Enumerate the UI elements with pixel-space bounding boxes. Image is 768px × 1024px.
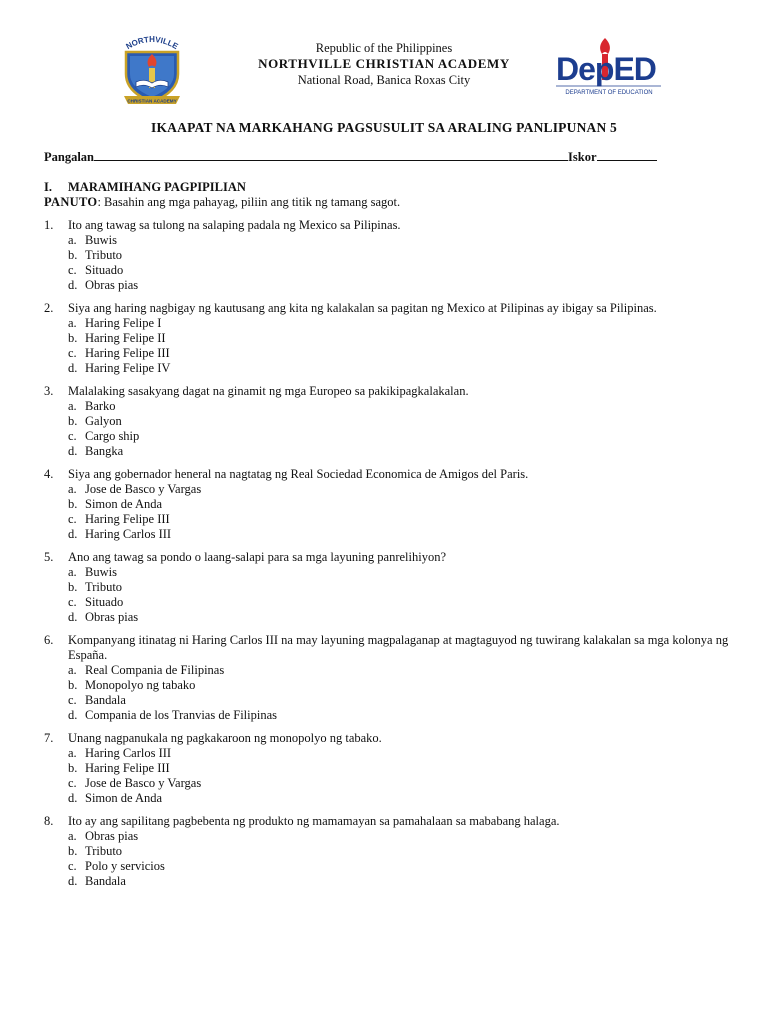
choice-item <box>68 874 734 889</box>
choice-text: Haring Felipe I <box>85 316 162 330</box>
name-score-line <box>44 150 657 165</box>
choice-item <box>68 859 734 874</box>
school-crest-logo <box>112 30 192 110</box>
choice-letter: c. <box>68 859 77 873</box>
choice-item <box>68 527 734 542</box>
exam-title: IKAAPAT NA MARKAHANG PAGSUSULIT SA ARALING PANLIPUNAN 5 <box>151 120 617 135</box>
choice-text: Obras pias <box>85 610 139 624</box>
choice-item <box>68 512 734 527</box>
choice-letter: b. <box>68 678 78 692</box>
choice-letter: a. <box>68 316 77 330</box>
choice-text: Haring Felipe III <box>85 761 170 775</box>
choice-item <box>68 331 734 346</box>
choice-letter: a. <box>68 829 77 843</box>
choice-text: Haring Felipe III <box>85 512 170 526</box>
choice-item <box>68 414 734 429</box>
question-text: Ito ay ang sapilitang pagbebenta ng produkto ng mamamayan sa pamahalaan sa mababang halaga. <box>68 814 560 828</box>
choice-letter: d. <box>68 444 78 458</box>
question-item <box>44 301 734 376</box>
choice-letter: a. <box>68 482 77 496</box>
directions-text: : Basahin ang mga pahayag, piliin ang titik ng tamang sagot. <box>97 195 401 209</box>
question-text: Siya ang gobernador heneral na nagtatag ng Real Sociedad Economica de Amigos del Paris. <box>68 467 529 481</box>
choice-letter: c. <box>68 693 77 707</box>
choice-item <box>68 663 734 678</box>
choice-letter: b. <box>68 761 78 775</box>
choice-text: Buwis <box>85 233 117 247</box>
choice-letter: c. <box>68 595 77 609</box>
school-name: NORTHVILLE CHRISTIAN ACADEMY <box>258 56 510 71</box>
question-number: 3. <box>44 384 54 398</box>
question-text: Unang nagpanukala ng pagkakaroon ng monopolyo ng tabako. <box>68 731 382 745</box>
choice-text: Galyon <box>85 414 122 428</box>
choice-item <box>68 791 734 806</box>
choice-letter: c. <box>68 512 77 526</box>
question-item <box>44 731 734 806</box>
choice-item <box>68 248 734 263</box>
school-crest-icon <box>112 30 192 110</box>
choice-text: Haring Carlos III <box>85 527 172 541</box>
svg-text:NORTHVILLE <box>124 35 180 51</box>
choice-letter: d. <box>68 361 78 375</box>
choice-letter: d. <box>68 791 78 805</box>
choice-text: Polo y servicios <box>85 859 165 873</box>
choice-letter: b. <box>68 331 78 345</box>
choice-text: Jose de Basco y Vargas <box>85 482 202 496</box>
deped-logo-text: DepED <box>556 51 656 87</box>
choice-letter: b. <box>68 497 78 511</box>
choice-item <box>68 776 734 791</box>
choice-letter: a. <box>68 565 77 579</box>
choice-text: Obras pias <box>85 829 139 843</box>
deped-torch-icon <box>553 36 665 98</box>
choice-letter: d. <box>68 610 78 624</box>
choice-text: Tributo <box>85 248 123 262</box>
choice-text: Monopolyo ng tabako <box>85 678 196 692</box>
school-address: National Road, Banica Roxas City <box>297 73 471 87</box>
choice-text: Tributo <box>85 580 123 594</box>
choice-text: Tributo <box>85 844 123 858</box>
choice-item <box>68 829 734 844</box>
choice-text: Barko <box>85 399 116 413</box>
question-item <box>44 384 734 459</box>
choice-letter: c. <box>68 263 77 277</box>
question-text: Kompanyang itinatag ni Haring Carlos III na may layuning magpalaganap at magtaguyod ng tuwirang kalakalan sa mga kolonya ng España. <box>68 633 729 662</box>
choice-item <box>68 844 734 859</box>
question-number: 8. <box>44 814 54 828</box>
name-label: Pangalan <box>44 150 95 164</box>
choice-item <box>68 316 734 331</box>
question-item <box>44 550 734 625</box>
choice-letter: b. <box>68 248 78 262</box>
question-text: Ano ang tawag sa pondo o laang-salapi para sa mga layuning panrelihiyon? <box>68 550 447 564</box>
question-item <box>44 218 734 293</box>
score-field[interactable] <box>597 150 657 161</box>
deped-logo-subtext: DEPARTMENT OF EDUCATION <box>565 90 653 96</box>
choice-item <box>68 565 734 580</box>
choice-letter: b. <box>68 844 78 858</box>
directions <box>44 195 400 210</box>
choice-text: Haring Felipe IV <box>85 361 171 375</box>
choice-item <box>68 233 734 248</box>
republic-text: Republic of the Philippines <box>315 41 453 55</box>
choice-letter: a. <box>68 746 77 760</box>
choice-letter: d. <box>68 708 78 722</box>
question-number: 6. <box>44 633 54 647</box>
choice-item <box>68 346 734 361</box>
choice-item <box>68 746 734 761</box>
choice-text: Real Compania de Filipinas <box>85 663 225 677</box>
choice-letter: b. <box>68 580 78 594</box>
choice-text: Buwis <box>85 565 117 579</box>
question-item <box>44 633 734 723</box>
choice-item <box>68 761 734 776</box>
section-title: MARAMIHANG PAGPIPILIAN <box>68 180 246 194</box>
school-logo-bottom-text: CHRISTIAN ACADEMY <box>127 98 177 104</box>
question-number: 4. <box>44 467 54 481</box>
choice-item <box>68 693 734 708</box>
choice-text: Compania de los Tranvias de Filipinas <box>85 708 278 722</box>
choice-letter: c. <box>68 346 77 360</box>
choice-list <box>44 829 734 889</box>
question-text: Siya ang haring nagbigay ng kautusang ang kita ng kalakalan sa pagitan ng Mexico at Pilipinas ay ibigay sa Pilipinas. <box>68 301 657 315</box>
choice-text: Haring Felipe III <box>85 346 170 360</box>
choice-item <box>68 678 734 693</box>
choice-item <box>68 595 734 610</box>
choice-list <box>44 746 734 806</box>
choice-item <box>68 399 734 414</box>
question-number: 7. <box>44 731 54 745</box>
choice-letter: b. <box>68 414 78 428</box>
choice-letter: d. <box>68 527 78 541</box>
choice-list <box>44 233 734 293</box>
choice-item <box>68 361 734 376</box>
directions-label: PANUTO <box>44 195 98 209</box>
choice-list <box>44 399 734 459</box>
choice-item <box>68 610 734 625</box>
section-number: I. <box>44 180 52 194</box>
choice-text: Situado <box>85 595 124 609</box>
question-item <box>44 814 734 889</box>
question-list <box>44 218 734 897</box>
choice-list <box>44 663 734 723</box>
choice-text: Jose de Basco y Vargas <box>85 776 202 790</box>
choice-item <box>68 444 734 459</box>
choice-item <box>68 497 734 512</box>
school-logo-top-text: NORTHVILLE <box>124 34 180 52</box>
choice-letter: c. <box>68 429 77 443</box>
choice-item <box>68 482 734 497</box>
choice-letter: d. <box>68 278 78 292</box>
question-number: 5. <box>44 550 54 564</box>
choice-item <box>68 263 734 278</box>
score-label: Iskor <box>568 150 597 164</box>
choice-letter: a. <box>68 663 77 677</box>
choice-letter: c. <box>68 776 77 790</box>
choice-item <box>68 580 734 595</box>
choice-text: Bangka <box>85 444 124 458</box>
choice-list <box>44 316 734 376</box>
question-number: 2. <box>44 301 54 315</box>
question-text: Malalaking sasakyang dagat na ginamit ng mga Europeo sa pakikipagkalakalan. <box>68 384 469 398</box>
choice-item <box>68 708 734 723</box>
choice-item <box>68 278 734 293</box>
choice-text: Situado <box>85 263 124 277</box>
school-header <box>204 40 564 88</box>
deped-logo <box>553 36 665 98</box>
choice-letter: a. <box>68 233 77 247</box>
choice-text: Bandala <box>85 693 126 707</box>
choice-list <box>44 482 734 542</box>
question-text: Ito ang tawag sa tulong na salaping padala ng Mexico sa Pilipinas. <box>68 218 401 232</box>
choice-letter: a. <box>68 399 77 413</box>
choice-text: Simon de Anda <box>85 497 163 511</box>
question-number: 1. <box>44 218 54 232</box>
name-field[interactable] <box>94 150 568 161</box>
choice-text: Simon de Anda <box>85 791 163 805</box>
question-item <box>44 467 734 542</box>
choice-letter: d. <box>68 874 78 888</box>
choice-text: Obras pias <box>85 278 139 292</box>
section-heading <box>44 180 246 195</box>
choice-text: Haring Carlos III <box>85 746 172 760</box>
choice-text: Cargo ship <box>85 429 140 443</box>
choice-text: Bandala <box>85 874 126 888</box>
choice-item <box>68 429 734 444</box>
choice-list <box>44 565 734 625</box>
choice-text: Haring Felipe II <box>85 331 166 345</box>
